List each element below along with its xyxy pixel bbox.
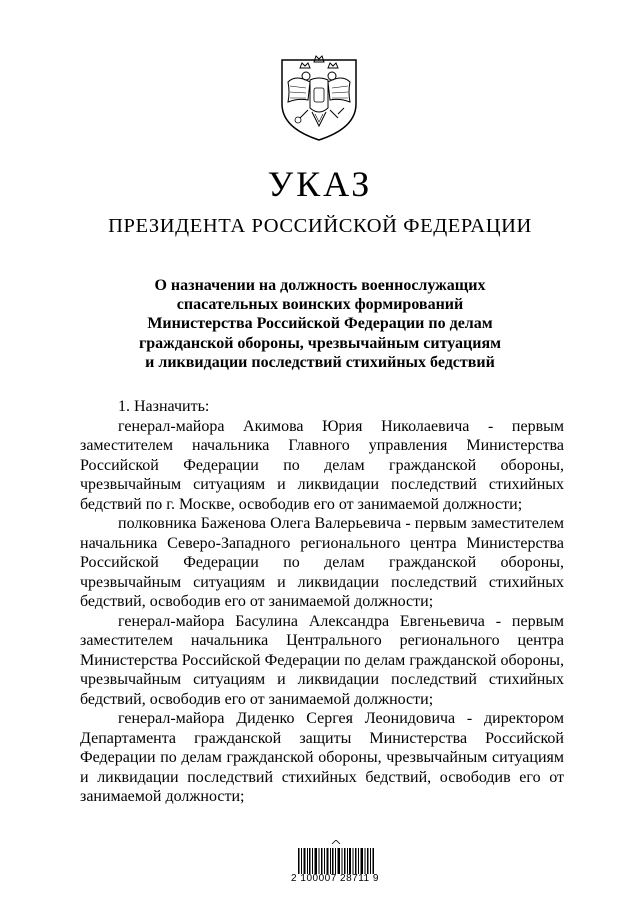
paragraph-appointment-bazhenov: полковника Баженова Олега Валерьевича - первым заместителем начальника Северо-Западного регионального центра Министерства Российской Федерации по делам гражданской обороны, чрезвычайным ситуациям и ликвидации последствий стихийных бедствий, освободив его от занимаемой должности; bbox=[80, 515, 564, 610]
coat-of-arms-icon bbox=[276, 52, 362, 142]
document-subtitle: ПРЕЗИДЕНТА РОССИЙСКОЙ ФЕДЕРАЦИИ bbox=[108, 215, 532, 237]
decree-heading bbox=[100, 276, 540, 372]
heading-line: О назначении на должность военнослужащих bbox=[154, 277, 486, 294]
heading-line: и ликвидации последствий стихийных бедствий bbox=[145, 353, 495, 371]
barcode-number: 2 100007 28711 9 bbox=[291, 873, 379, 884]
paragraph-appointment-basulin: генерал-майора Басулина Александра Евгеньевича - первым заместителем начальника Центрального регионального центра Министерства Российской Федерации по делам гражданской обороны, чрезвычайным ситуациям и ликвидации последствий стихийных бедствий, освободив его от занимаемой должности; bbox=[80, 612, 564, 708]
heading-line: гражданской обороны, чрезвычайным ситуациям bbox=[139, 334, 501, 352]
decree-body bbox=[80, 397, 564, 807]
paragraph-appointment-akimov: генерал-майора Акимова Юрия Николаевича - первым заместителем начальника Главного управления Министерства Российской Федерации по делам гражданской обороны, чрезвычайным ситуациям и ликвидации последствий стихийных бедствий по г. Москве, освободив его от занимаемой должности; bbox=[80, 417, 564, 513]
paragraph-clause-1: 1. Назначить: bbox=[118, 398, 210, 415]
document-title: УКАЗ bbox=[267, 164, 373, 204]
paragraph-appointment-didenko: генерал-майора Диденко Сергея Леонидовича - директором Департамента гражданской защиты Министерства Российской Федерации по делам гражданской обороны, чрезвычайным ситуациям и ликвидации последствий стихийных бедствий, освободив его от занимаемой должности; bbox=[80, 710, 564, 805]
heading-line: спасательных воинских формирований bbox=[176, 296, 464, 314]
heading-line: Министерства Российской Федерации по делам bbox=[147, 315, 493, 333]
